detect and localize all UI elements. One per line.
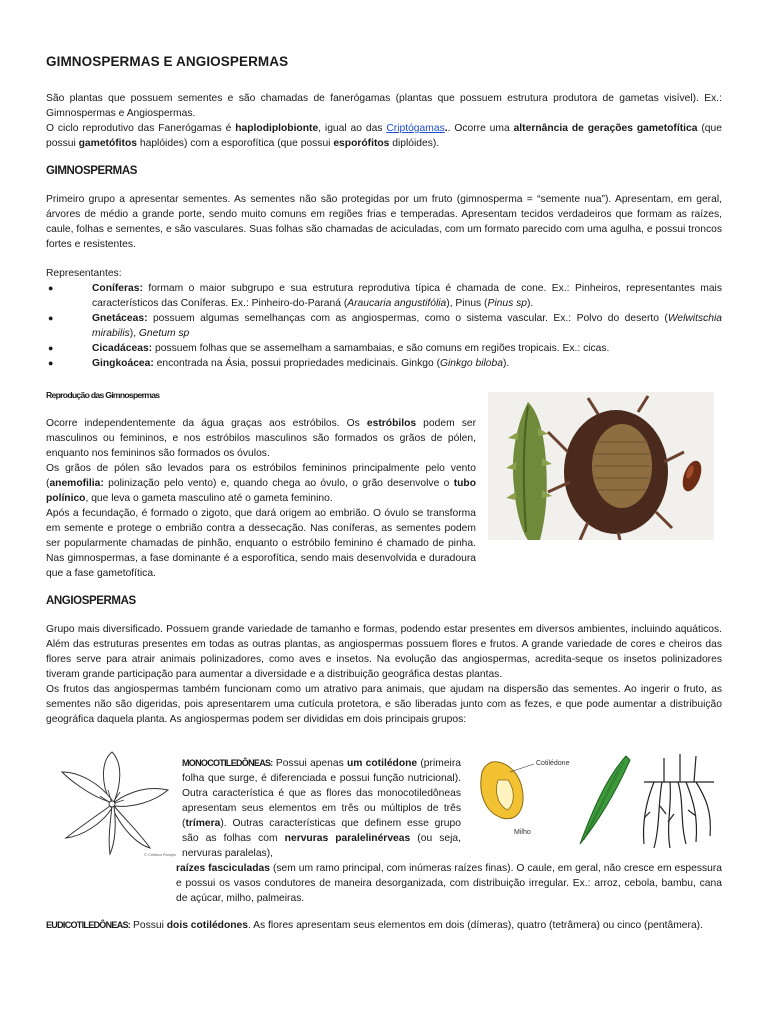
intro-paragraph-2: O ciclo reprodutivo das Fanerógamas é haplodiplobionte, igual ao das Criptógamas.. Ocorre uma alternância de gerações gametofítica (que possui gametófitos haplóides) com a esporofítica (que possui esporófitos diplóides).	[46, 123, 722, 149]
angiospermas-intro	[46, 622, 722, 727]
reproducao-text	[46, 416, 476, 506]
milho-label: Milho	[514, 829, 531, 836]
reproducao-paragraph-1: Ocorre independentemente da água graças aos estróbilos. Os estróbilos podem ser masculinos ou femininos, e nos estróbilos masculinos são formados os grãos de pólen, enquanto nos femininos são formados os óvulos.	[46, 418, 477, 459]
gimnospermas-heading: GIMNOSPERMAS	[46, 165, 138, 177]
reproducao-paragraph-2: Os grãos de pólen são levados para os estróbilos femininos principalmente pelo vento (anemofilia: polinização pelo vento) e, quando chega ao óvulo, o grão desenvolve o tubo polínico, que leva o gameta masculino até o gameta feminino.	[46, 463, 476, 504]
cotiledone-label: Cotilédone	[536, 760, 570, 767]
flower-credit: © Cristina Pamplo	[144, 852, 176, 857]
flower-drawing	[50, 750, 176, 860]
angiospermas-heading: ANGIOSPERMAS	[46, 595, 136, 607]
gimnospermas-intro	[46, 192, 722, 252]
angiospermas-paragraph-2: Os frutos das angiospermas também funcionam como um atrativo para animais, que ajudam na dispersão das sementes. Ao ingerir o fruto, as sementes não são digeridas, pois apresentarem uma cutícula protetora, e são liberadas junto com as fezes, e que pode aumentar a distribuição geográfica daquela planta. As angiospermas podem ser divididas em dois principais grupos:	[46, 684, 722, 725]
eudicot-section	[46, 918, 722, 933]
list-item: ● Cicadáceas: possuem folhas que se assemelham a samambaias, e são comuns em regiões tropicais. Ex.: cicas.	[48, 343, 610, 354]
intro-paragraph-1: São plantas que possuem sementes e são chamadas de fanerógamas (plantas que possuem estrutura produtora de gametas visível). Ex.: Gimnospermas e Angiospermas.	[46, 93, 722, 119]
reproducao-paragraph-3: Após a fecundação, é formado o zigoto, que dará origem ao embrião. O óvulo se transforma em semente e protege o embrião contra a dessecação. Nas coníferas, as sementes podem ser popularmente chamadas de pinhão, enquanto o estróbilo feminino é chamado de pinha. Nas gimnospermas, a fase dominante é a esporofítica, sendo mais desenvolvida e duradoura que a fase gametofítica.	[46, 508, 476, 579]
monocot-flower-illustration	[50, 750, 176, 860]
monocot-text-bottom	[46, 861, 722, 906]
representantes-section	[46, 266, 722, 371]
monocot-features-figure	[474, 752, 722, 852]
list-item: ● Coníferas: formam o maior subgrupo e sua estrutura reprodutiva típica é chamada de cone. Ex.: Pinheiros, representantes mais característicos das Coníferas. Ex.: Pinheiro-do-Paraná (Araucaria angustifólia), Pinus (Pinus sp).	[48, 283, 722, 309]
reproducao-heading: Reprodução das Gimnospermas	[46, 390, 160, 400]
strobili-illustration	[488, 392, 714, 540]
intro-section	[46, 91, 722, 151]
representantes-list	[46, 281, 722, 371]
list-item: ● Gingkoácea: encontrada na Ásia, possui propriedades medicinais. Ginkgo (Ginkgo biloba).	[48, 358, 510, 369]
criptogamas-link[interactable]: Criptógamas	[386, 123, 445, 134]
eudicot-paragraph: EUDICOTILEDÔNEAS: Possui dois cotilédones. As flores apresentam seus elementos em dois (dímeras), quatro (tetrâmera) ou cinco (pentâmera).	[46, 920, 703, 931]
list-item: ● Gnetáceas: possuem algumas semelhanças com as angiospermas, como o sistema vascular. Ex.: Polvo do deserto (Welwitschia mirabilis), Gnetum sp	[48, 313, 722, 339]
monocot-paragraph-a: MONOCOTILEDÔNEAS: Possui apenas um cotilédone (primeira folha que surge, é diferenciada e possui função nutricional). Outra característica é que as flores das monocotiledôneas apresentam seus elementos em três ou múltiplos de três (trímera). Outras características que definem esse grupo são as folhas com nervuras paralelinérveas (ou seja, nervuras paralelas),	[182, 758, 462, 859]
monocot-paragraph-b: raízes fasciculadas (sem um ramo principal, com inúmeras raízes finas). O caule, em geral, não cresce em espessura e possui os vasos condutores de maneira desorganizada, com distribuição irregular. Ex.: arroz, cebola, bambu, cana de açúcar, milho, palmeiras.	[176, 863, 723, 904]
monocot-text-top	[182, 756, 461, 861]
strobili-photo	[488, 392, 714, 540]
page-title: GIMNOSPERMAS E ANGIOSPERMAS	[46, 54, 289, 69]
seed-leaf-roots-drawing	[474, 752, 722, 852]
representantes-label: Representantes:	[46, 268, 122, 279]
gimnospermas-paragraph: Primeiro grupo a apresentar sementes. As sementes não são protegidas por um fruto (gimnosperma = “semente nua”). Apresentam, em geral, árvores de médio a grande porte, sendo muito comuns em regiões frias e temperadas. Apresentam tecidos verdadeiros que formam as raízes, caule, folhas e sementes, e são vasculares. Suas folhas são chamadas de aciculadas, com um formato parecido com uma agulha, e possui troncos fortes e resistentes.	[46, 194, 722, 250]
angiospermas-paragraph-1: Grupo mais diversificado. Possuem grande variedade de tamanho e formas, podendo estar presentes em diversos ambientes, incluindo aquáticos. Além das estruturas presentes em todas as outras plantas, as angiospermas possuem flores e frutos. A grande variedade de cores e cheiros das flores serve para atrair animais polinizadores, como aves e insetos. Na evolução das angiospermas, acredita-seque os insetos polinizadores tiveram grande participação para aumentar a diversidade e a distribuição geográfica destas plantas.	[46, 624, 722, 680]
